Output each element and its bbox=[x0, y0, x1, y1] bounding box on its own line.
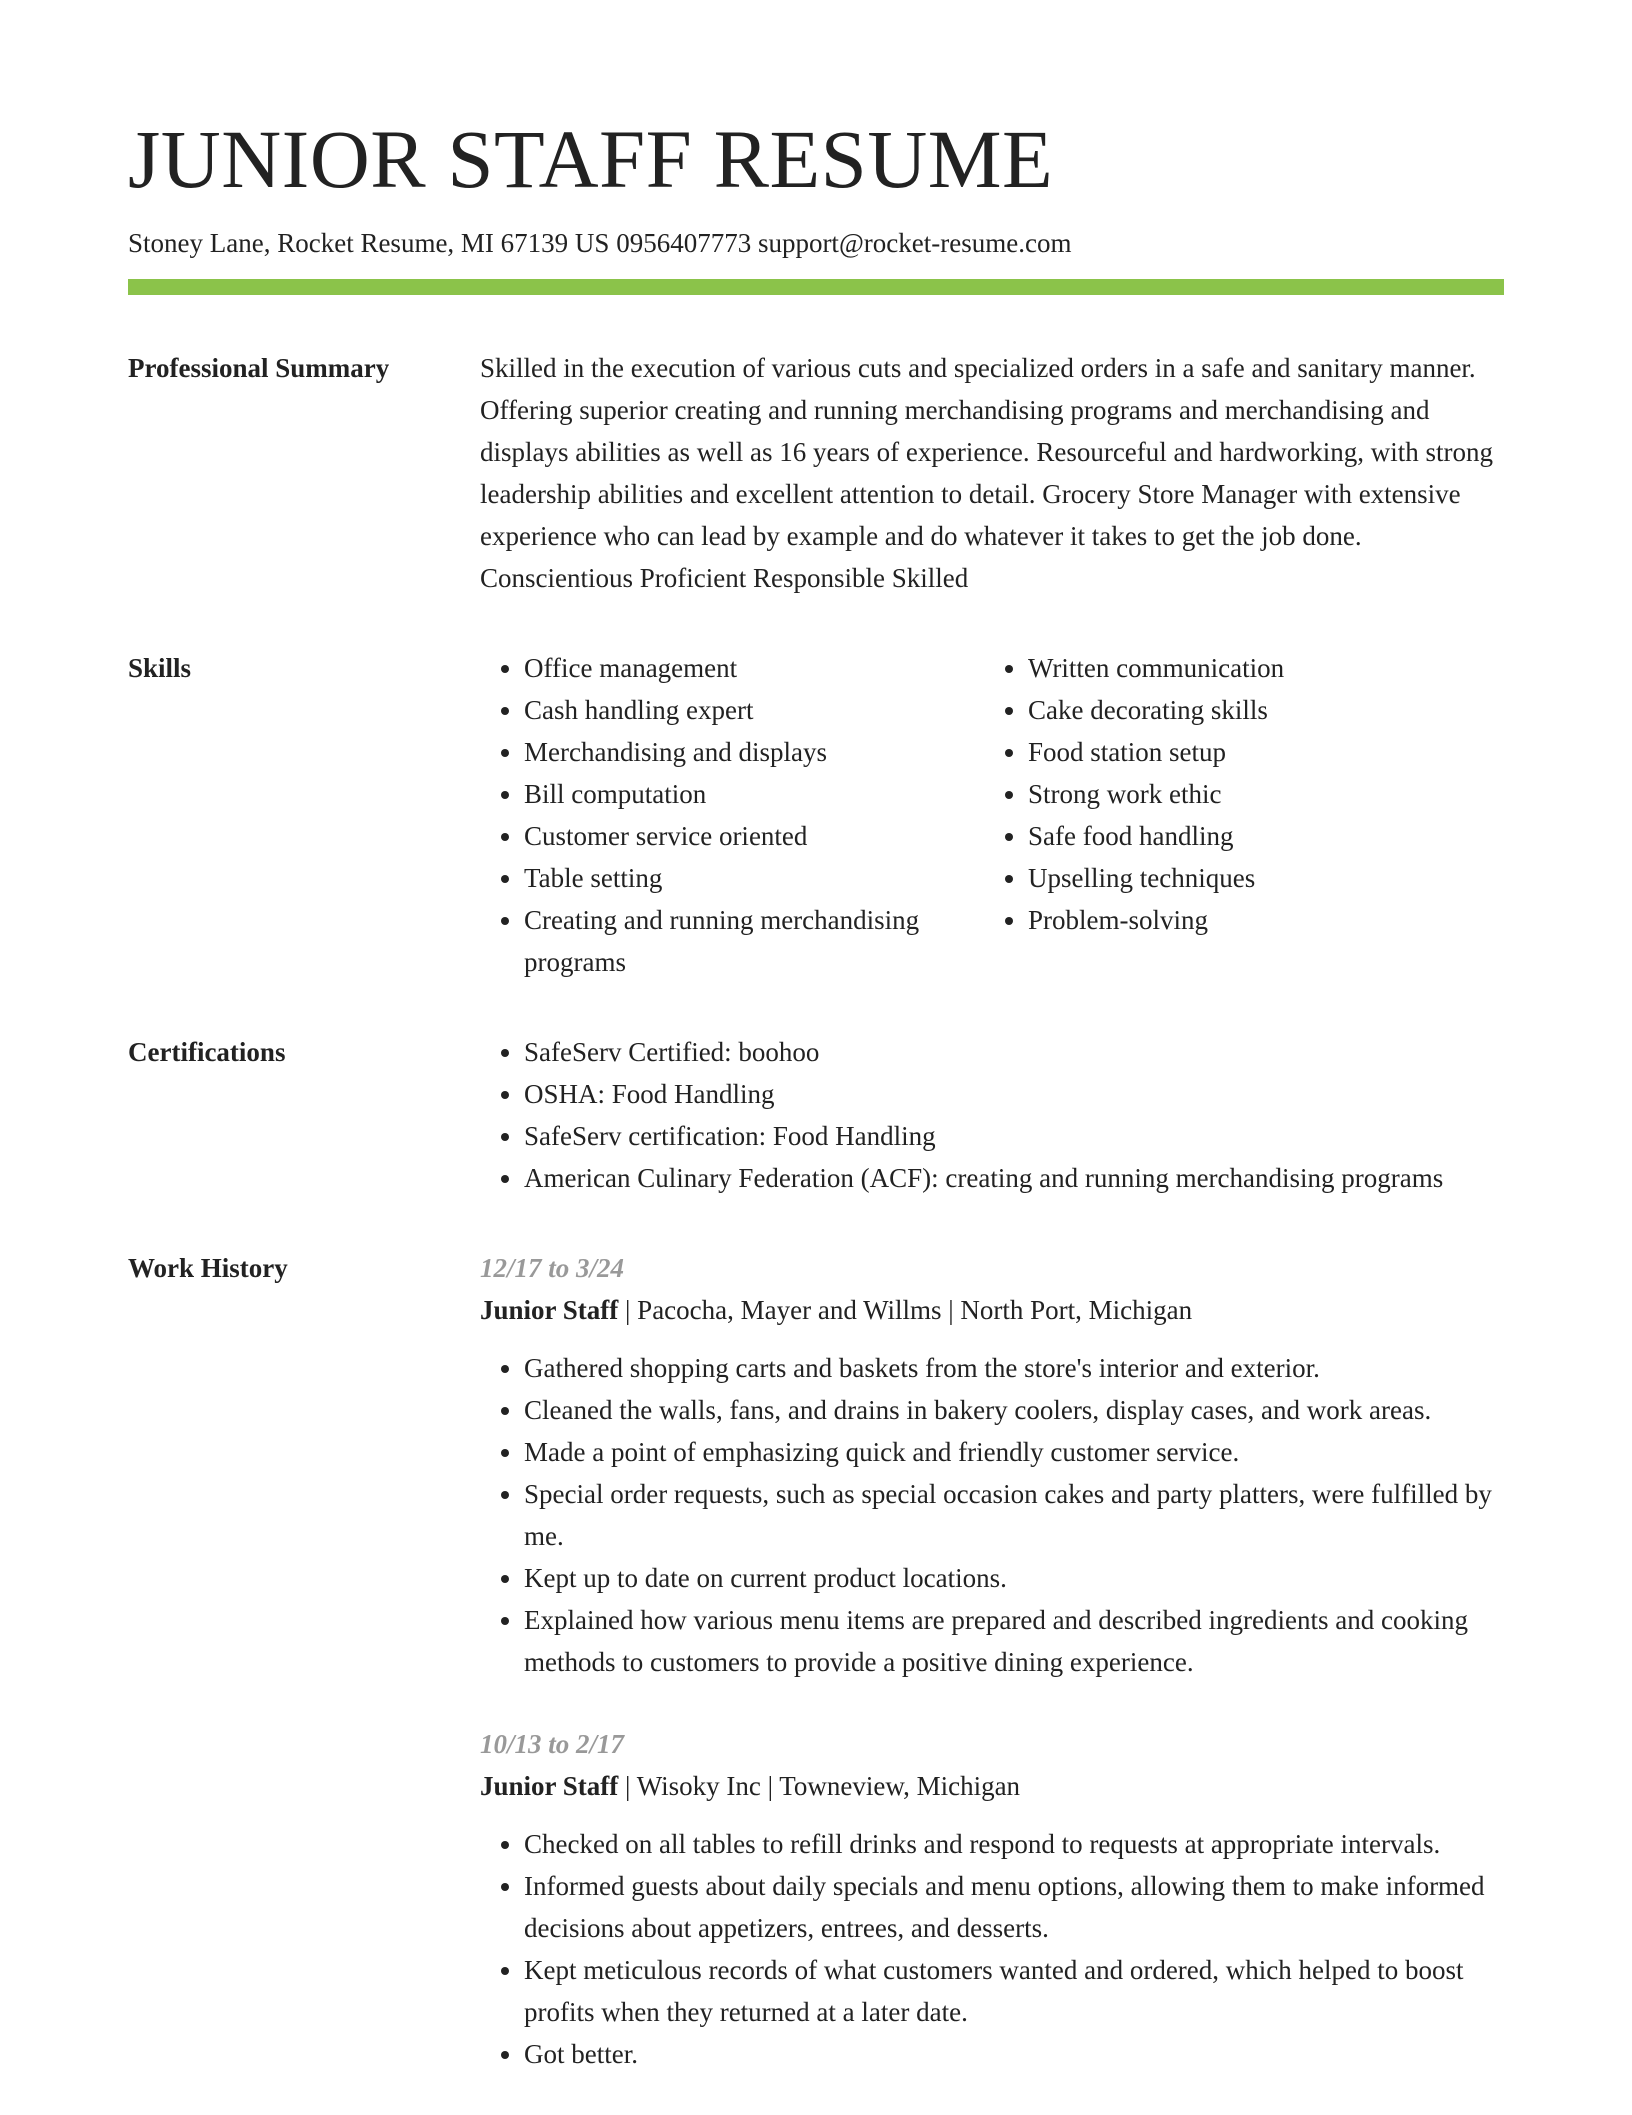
section-title-certifications: Certifications bbox=[128, 1037, 286, 1067]
skill-item: • Creating and running merchandising programs bbox=[524, 899, 984, 983]
job-employer-location: | Wisoky Inc | Towneview, Michigan bbox=[618, 1771, 1021, 1801]
skill-item: • Food station setup bbox=[1028, 731, 1488, 773]
job-dates: 10/13 to 2/17 bbox=[480, 1729, 625, 1759]
skills-column-right bbox=[984, 647, 1488, 983]
job-dates: 12/17 to 3/24 bbox=[480, 1253, 625, 1283]
skill-item: • Office management bbox=[524, 647, 984, 689]
job-bullet: • Checked on all tables to refill drinks and respond to requests at appropriate intervals. bbox=[524, 1823, 1504, 1865]
header-divider bbox=[128, 279, 1504, 295]
job-bullet: • Got better. bbox=[524, 2033, 1504, 2075]
job-title: Junior Staff bbox=[480, 1295, 619, 1325]
skill-item: • Problem-solving bbox=[1028, 899, 1488, 941]
work-history-section bbox=[128, 1247, 1504, 2115]
skill-item: • Written communication bbox=[1028, 647, 1488, 689]
job-bullet: • Kept meticulous records of what customers wanted and ordered, which helped to boost profits when they returned at a later date. bbox=[524, 1949, 1504, 2033]
job-bullet: • Explained how various menu items are prepared and described ingredients and cooking methods to customers to provide a positive dining experience. bbox=[524, 1599, 1504, 1683]
job-employer-location: | Pacocha, Mayer and Willms | North Port, Michigan bbox=[618, 1295, 1193, 1325]
certification-item: • SafeServ certification: Food Handling bbox=[524, 1115, 1504, 1157]
resume-title: JUNIOR STAFF RESUME bbox=[128, 113, 1054, 205]
job-bullet: • Kept up to date on current product locations. bbox=[524, 1557, 1504, 1599]
section-title-skills: Skills bbox=[128, 653, 192, 683]
job-bullet: • Cleaned the walls, fans, and drains in bakery coolers, display cases, and work areas. bbox=[524, 1389, 1504, 1431]
summary-text: Skilled in the execution of various cuts and specialized orders in a safe and sanitary manner. Offering superior creating and running merchandising programs and merchandising and displays abilities as well as 16 years of experience. Resourceful and hardworking, with strong leadership abilities and excellent attention to detail. Grocery Store Manager with extensive experience who can lead by example and do whatever it takes to get the job done. Conscientious Proficient Responsible Skilled bbox=[480, 353, 1493, 593]
certifications-section bbox=[128, 1031, 1504, 1199]
job-bullet: • Special order requests, such as special occasion cakes and party platters, were fulfilled by me. bbox=[524, 1473, 1504, 1557]
certification-item: • American Culinary Federation (ACF): creating and running merchandising programs bbox=[524, 1157, 1504, 1199]
section-title-work-history: Work History bbox=[128, 1253, 288, 1283]
job-heading bbox=[480, 1289, 1504, 1331]
summary-section bbox=[128, 347, 1504, 599]
skill-item: • Cash handling expert bbox=[524, 689, 984, 731]
skill-item: • Customer service oriented bbox=[524, 815, 984, 857]
section-title-summary: Professional Summary bbox=[128, 353, 390, 383]
skill-item: • Safe food handling bbox=[1028, 815, 1488, 857]
certification-item: • OSHA: Food Handling bbox=[524, 1073, 1504, 1115]
job-entry bbox=[480, 1247, 1504, 1683]
skill-item: • Strong work ethic bbox=[1028, 773, 1488, 815]
skills-column-left bbox=[480, 647, 984, 983]
job-bullet: • Gathered shopping carts and baskets from the store's interior and exterior. bbox=[524, 1347, 1504, 1389]
skill-item: • Merchandising and displays bbox=[524, 731, 984, 773]
contact-info: Stoney Lane, Rocket Resume, MI 67139 US 0956407773 support@rocket-resume.com bbox=[128, 228, 1072, 258]
skill-item: • Bill computation bbox=[524, 773, 984, 815]
skill-item: • Upselling techniques bbox=[1028, 857, 1488, 899]
job-heading bbox=[480, 1765, 1504, 1807]
certification-item: • SafeServ Certified: boohoo bbox=[524, 1031, 1504, 1073]
job-title: Junior Staff bbox=[480, 1771, 619, 1801]
skill-item: • Table setting bbox=[524, 857, 984, 899]
skills-section bbox=[128, 647, 1504, 983]
job-bullet: • Made a point of emphasizing quick and friendly customer service. bbox=[524, 1431, 1504, 1473]
job-entry bbox=[480, 1723, 1504, 2075]
job-bullet: • Informed guests about daily specials and menu options, allowing them to make informed decisions about appetizers, entrees, and desserts. bbox=[524, 1865, 1504, 1949]
skill-item: • Cake decorating skills bbox=[1028, 689, 1488, 731]
